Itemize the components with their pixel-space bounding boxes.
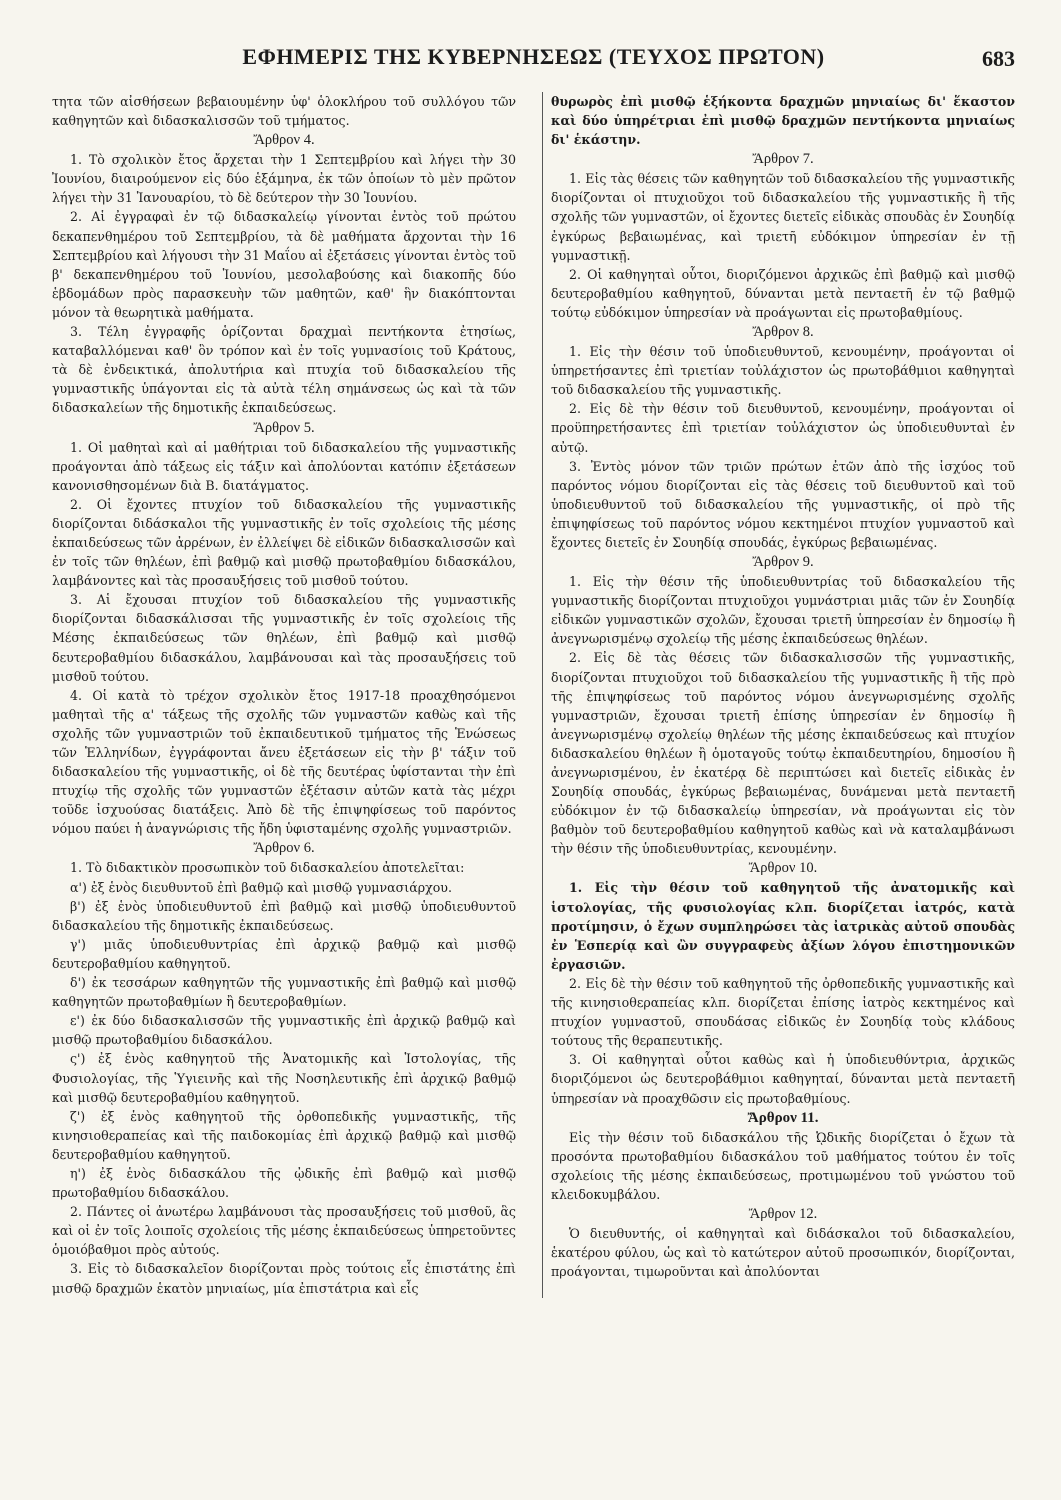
left-column bbox=[52, 92, 522, 1298]
paragraph: 2. Εἰς δὲ τὴν θέσιν τοῦ καθηγητοῦ τῆς ὀρθοπεδικῆς γυμναστικῆς καὶ τῆς κινησιοθεραπείας κλπ. διορίζεται ἐπίσης ἰατρὸς κεκτημένος καὶ πτυχίον γυμναστοῦ, σπουδάσας εἰδικῶς ἐν Σουηδίᾳ τοὺς κλάδους τούτους τῆς θεραπευτικῆς. bbox=[551, 975, 1015, 1049]
paragraph: 2. Πάντες οἱ ἀνωτέρω λαμβάνουσι τὰς προσαυξήσεις τοῦ μισθοῦ, ἃς καὶ οἱ ἐν τοῖς λοιποῖς σχολείοις τῆς μέσης ἐκπαιδεύσεως ὑπηρετοῦντες ὁμοιόβαθμοι πρὸς αὐτούς. bbox=[52, 1204, 516, 1258]
paragraph: 2. Εἰς δὲ τὰς θέσεις τῶν διδασκαλισσῶν τῆς γυμναστικῆς, διορίζονται πτυχιοῦχοι τοῦ διδασκαλείου τῆς γυμναστικῆς ἢ τῆς πρὸ τῆς ἐπιψηφίσεως τοῦ παρόντος νόμου ἀνεγνωρισμένης σχολῆς γυμναστριῶν, ἔχουσαι τριετῆ ἐπίσης ὑπηρεσίαν ἐν δημοσίῳ ἢ ἀνεγνωρισμένῳ σχολείῳ θηλέων τῆς μέσης ἐκπαιδεύσεως καὶ πτυχίον διδασκαλείου θηλέων ἢ ὁμοταγοῦς τούτῳ ἐκπαιδευτηρίου, δημοσίου ἢ ἀνεγνωρισμένου, ἐν ἑκατέρᾳ δὲ περιπτώσει καὶ διετεῖς εἰδικὰς ἐν Σουηδίᾳ σπουδάς, ἐγκύρως βεβαιωμένας, δυνάμεναι μετὰ πενταετῆ εὐδόκιμον ἐν τῷ διδασκαλείῳ ὑπηρεσίαν, νὰ προάγωνται εἰς τὸν βαθμὸν τοῦ δευτεροβαθμίου καθηγητοῦ καθὼς καὶ νὰ καταλαμβάνωσι τὴν θέσιν τῆς ὑποδιευθυντρίας, κενουμένην. bbox=[551, 650, 1015, 857]
paragraph: 1. Τὸ σχολικὸν ἔτος ἄρχεται τὴν 1 Σεπτεμβρίου καὶ λήγει τὴν 30 Ἰουνίου, διαιρούμενον εἰς δύο ἑξάμηνα, ἐκ τῶν ὁποίων τὸ μὲν πρῶτον λήγει τὴν 31 Ἰανουαρίου, τὸ δὲ δεύτερον τὴν 30 Ἰουνίου. bbox=[52, 152, 516, 206]
paragraph: τητα τῶν αἰσθήσεων βεβαιουμένην ὑφ' ὁλοκλήρου τοῦ συλλόγου τῶν καθηγητῶν καὶ διδασκαλισσῶν τοῦ τμήματος. bbox=[52, 94, 516, 129]
article-heading: Ἄρθρον 10. bbox=[748, 860, 818, 877]
list-item: β') ἐξ ἑνὸς ὑποδιευθυντοῦ ἐπὶ βαθμῷ καὶ μισθῷ ὑποδιευθυντοῦ διδασκαλείου τῆς δημοτικῆς ἐκπαιδεύσεως. bbox=[52, 898, 516, 933]
article-heading: Ἄρθρον 6. bbox=[253, 840, 315, 857]
paragraph: 1. Εἰς τὴν θέσιν τῆς ὑποδιευθυντρίας τοῦ διδασκαλείου τῆς γυμναστικῆς διορίζονται πτυχιοῦχοι γυμνάστριαι μιᾶς τῶν ἐν Σουηδίᾳ εἰδικῶν γυμναστικῶν σχολῶν, ἔχουσαι τριετῆ ὑπηρεσίαν ἐν δημοσίῳ ἢ ἀνεγνωρισμένῳ σχολείῳ τῆς μέσης ἐκπαιδεύσεως θηλέων. bbox=[551, 574, 1015, 647]
paragraph: 4. Οἱ κατὰ τὸ τρέχον σχολικὸν ἔτος 1917-18 προαχθησόμενοι μαθηταὶ τῆς α' τάξεως τῆς σχολῆς τῶν γυμναστῶν καθὼς καὶ τῆς σχολῆς τῶν γυμναστριῶν τοῦ ἐκπαιδευτικοῦ τμήματος τῆς Ἑνώσεως τῶν Ἑλληνίδων, ἐγγράφονται ἄνευ ἐξετάσεων εἰς τὴν β' τάξιν τοῦ διδασκαλείου τῆς γυμναστικῆς, οἱ δὲ τῆς δευτέρας ὑφίστανται τὴν ἐπὶ πτυχίῳ τῆς σχολῆς τῶν γυμναστῶν ἐξέτασιν αὐτῶν κατὰ τὰς μέχρι τοῦδε ἰσχυούσας διατάξεις. Ἀπὸ δὲ τῆς ἐπιψηφίσεως τοῦ παρόντος νόμου παύει ἡ ἀναγνώρισις τῆς ἤδη ὑφισταμένης σχολῆς γυμναστριῶν. bbox=[52, 687, 516, 837]
paragraph: 2. Αἱ ἐγγραφαὶ ἐν τῷ διδασκαλείῳ γίνονται ἐντὸς τοῦ πρώτου δεκαπενθημέρου τοῦ Σεπτεμβρίου, τὰ δὲ μαθήματα ἄρχονται τὴν 16 Σεπτεμβρίου καὶ λήγουσι τὴν 31 Μαΐου αἱ ἐξετάσεις γίνονται ἐντὸς τοῦ β' δεκαπενθημέρου τοῦ Ἰουνίου, μεσολαβούσης καὶ διακοπῆς δύο ἑβδομάδων πρὸς παρασκευὴν τῶν μαθητῶν, καθ' ἣν διακόπτονται μόνον τὰ θεωρητικὰ μαθήματα. bbox=[52, 209, 516, 320]
paragraph: 3. Οἱ καθηγηταὶ οὗτοι καθὼς καὶ ἡ ὑποδιευθύντρια, ἀρχικῶς διοριζόμενοι ὡς δευτεροβάθμιοι καθηγηταί, δύνανται μετὰ πενταετῆ ὑπηρεσίαν νὰ προαχθῶσιν εἰς πρωτοβαθμίους. bbox=[551, 1052, 1015, 1106]
page-header bbox=[52, 40, 1015, 80]
article-heading: Ἄρθρον 9. bbox=[752, 554, 814, 571]
article-heading: Ἄρθρον 5. bbox=[253, 419, 315, 436]
paragraph: Ὁ διευθυντής, οἱ καθηγηταὶ καὶ διδάσκαλοι τοῦ διδασκαλείου, ἑκατέρου φύλου, ὡς καὶ τὸ κατώτερον αὐτοῦ προσωπικόν, διορίζονται, προάγονται, τιμωροῦνται καὶ ἀπολύονται bbox=[551, 1225, 1015, 1280]
paragraph: 1. Εἰς τὴν θέσιν τοῦ ὑποδιευθυντοῦ, κενουμένην, προάγονται οἱ ὑπηρετήσαντες ἐπὶ τριετίαν τοὐλάχιστον ὡς πρωτοβάθμιοι καθηγηταὶ τοῦ διδασκαλείου τῆς γυμναστικῆς. bbox=[551, 344, 1015, 398]
paragraph: 1. Οἱ μαθηταὶ καὶ αἱ μαθήτριαι τοῦ διδασκαλείου τῆς γυμναστικῆς προάγονται ἀπὸ τάξεως εἰς τάξιν καὶ ἀπολύονται κατόπιν ἐξετάσεων κανονισθησομένων διὰ Β. διατάγματος. bbox=[52, 439, 516, 493]
paragraph: θυρωρὸς ἐπὶ μισθῷ ἑξήκοντα δραχμῶν μηνιαίως δι' ἕκαστον καὶ δύο ὑπηρέτριαι ἐπὶ μισθῷ δραχμῶν πεντήκοντα μηνιαίως δι' ἑκάστην. bbox=[551, 94, 1015, 148]
article-heading: Ἄρθρον 12. bbox=[748, 1205, 818, 1222]
list-item: ε') ἐκ δύο διδασκαλισσῶν τῆς γυμναστικῆς ἐπὶ ἀρχικῷ βαθμῷ καὶ μισθῷ πρωτοβαθμίου διδασκάλου. bbox=[52, 1013, 516, 1048]
article-heading: Ἄρθρον 7. bbox=[752, 151, 814, 168]
article-heading: Ἄρθρον 11. bbox=[747, 1109, 819, 1126]
paragraph: 2. Οἱ καθηγηταὶ οὗτοι, διοριζόμενοι ἀρχικῶς ἐπὶ βαθμῷ καὶ μισθῷ δευτεροβαθμίου καθηγητοῦ, δύνανται μετὰ πενταετῆ ἐν τῷ βαθμῷ τούτῳ εὐδόκιμον ὑπηρεσίαν νὰ προάγωνται εἰς πρωτοβαθμίους. bbox=[551, 266, 1015, 320]
article-heading: Ἄρθρον 4. bbox=[253, 132, 315, 149]
paragraph: 1. Τὸ διδακτικὸν προσωπικὸν τοῦ διδασκαλείου ἀποτελεῖται: bbox=[70, 860, 465, 876]
paragraph: Εἰς τὴν θέσιν τοῦ διδασκάλου τῆς ᾨδικῆς διορίζεται ὁ ἔχων τὰ προσόντα πρωτοβαθμίου διδασκάλου τοῦ μαθήματος τούτου ἐν τοῖς σχολείοις τῆς μέσης ἐκπαιδεύσεως, προτιμωμένου τοῦ γνώστου τοῦ κλειδοκυμβάλου. bbox=[551, 1129, 1015, 1202]
paragraph: 2. Εἰς δὲ τὴν θέσιν τοῦ διευθυντοῦ, κενουμένην, προάγονται οἱ προϋπηρετήσαντες ἐπὶ τριετίαν τοὐλάχιστον ὡς ὑποδιευθυνταὶ ἐν αὐτῷ. bbox=[551, 401, 1015, 455]
paragraph: 2. Οἱ ἔχοντες πτυχίον τοῦ διδασκαλείου τῆς γυμναστικῆς διορίζονται διδάσκαλοι τῆς γυμναστικῆς ἐν τοῖς σχολείοις τῆς μέσης ἐκπαιδεύσεως τῶν ἀρρένων, ἐν ἐλλείψει δὲ εἰδικῶν διδασκαλισσῶν καὶ ἐν τοῖς τῶν θηλέων, ἐπὶ βαθμῷ καὶ μισθῷ πρωτοβαθμίου διδασκάλου, λαμβάνοντες καὶ τὰς προσαυξήσεις τοῦ μισθοῦ τούτου. bbox=[52, 496, 516, 589]
page-number: 683 bbox=[982, 46, 1015, 71]
list-item: ς') ἐξ ἑνὸς καθηγητοῦ τῆς Ἀνατομικῆς καὶ Ἱστολογίας, τῆς Φυσιολογίας, τῆς Ὑγιεινῆς καὶ τῆς Νοσηλευτικῆς ἐπὶ ἀρχικῷ βαθμῷ καὶ μισθῷ δευτεροβαθμίου καθηγητοῦ. bbox=[52, 1051, 516, 1105]
right-column bbox=[542, 92, 1015, 1298]
list-item: ζ') ἐξ ἑνὸς καθηγητοῦ τῆς ὀρθοπεδικῆς γυμναστικῆς, τῆς κινησιοθεραπείας καὶ τῆς παιδοκομίας ἐπὶ ἀρχικῷ βαθμῷ καὶ μισθῷ δευτεροβαθμίου καθηγητοῦ. bbox=[52, 1108, 516, 1162]
article-heading: Ἄρθρον 8. bbox=[752, 324, 814, 341]
list-item: γ') μιᾶς ὑποδιευθυντρίας ἐπὶ ἀρχικῷ βαθμῷ καὶ μισθῷ δευτεροβαθμίου καθηγητοῦ. bbox=[52, 936, 516, 971]
list-item: η') ἐξ ἑνὸς διδασκάλου τῆς ᾠδικῆς ἐπὶ βαθμῷ καὶ μισθῷ πρωτοβαθμίου διδασκάλου. bbox=[52, 1165, 516, 1201]
list-item: α') ἐξ ἑνὸς διευθυντοῦ ἐπὶ βαθμῷ καὶ μισθῷ γυμνασιάρχου. bbox=[70, 879, 452, 895]
list-item: δ') ἐκ τεσσάρων καθηγητῶν τῆς γυμναστικῆς ἐπὶ βαθμῷ καὶ μισθῷ καθηγητῶν πρωτοβαθμίων ἢ δευτεροβαθμίων. bbox=[52, 975, 516, 1010]
paragraph: 3. Αἱ ἔχουσαι πτυχίον τοῦ διδασκαλείου τῆς γυμναστικῆς διορίζονται διδασκάλισσαι τῆς γυμναστικῆς ἐν τοῖς σχολείοις τῆς Μέσης ἐκπαιδεύσεως τῶν θηλέων, ἐπὶ βαθμῷ καὶ μισθῷ δευτεροβαθμίου διδασκάλου, λαμβάνουσαι καὶ τὰς προσαυξήσεις τοῦ μισθοῦ τούτου. bbox=[52, 592, 516, 684]
paragraph: 3. Ἐντὸς μόνον τῶν τριῶν πρώτων ἐτῶν ἀπὸ τῆς ἰσχύος τοῦ παρόντος νόμου διορίζονται εἰς τὰς θέσεις τοῦ διευθυντοῦ καὶ τοῦ ὑποδιευθυντοῦ τοῦ διδασκαλείου τῆς γυμναστικῆς, οἱ πρὸ τῆς ἐπιψηφίσεως τοῦ παρόντος νόμου κεκτημένοι πτυχίον γυμναστοῦ καὶ ἔχοντες διετεῖς ἐν Σουηδίᾳ σπουδάς, ἐγκύρως βεβαιωμένας. bbox=[551, 458, 1015, 550]
page-title: ΕΦΗΜΕΡΙΣ ΤΗΣ ΚΥΒΕΡΝΗΣΕΩΣ (ΤΕΥΧΟΣ ΠΡΩΤΟΝ) bbox=[242, 44, 825, 69]
text-columns bbox=[52, 92, 1015, 1298]
paragraph: 3. Εἰς τὸ διδασκαλεῖον διορίζονται πρὸς τούτοις εἷς ἐπιστάτης ἐπὶ μισθῷ δραχμῶν ἑκατὸν μηνιαίως, μία ἐπιστάτρια καὶ εἷς bbox=[52, 1261, 516, 1296]
paragraph: 3. Τέλη ἐγγραφῆς ὁρίζονται δραχμαὶ πεντήκοντα ἐτησίως, καταβαλλόμεναι καθ' ὃν τρόπον καὶ ἐν τοῖς γυμνασίοις τοῦ Κράτους, τὰ δὲ ἐνδεικτικά, ἀπολυτήρια καὶ πτυχία τοῦ διδασκαλείου τῆς γυμναστικῆς ὑπάγονται εἰς τὰ αὐτὰ τέλη σημάνσεως ὡς καὶ τὰ τῶν διδασκαλείων τῆς δημοτικῆς ἐκπαιδεύσεως. bbox=[52, 324, 516, 416]
paragraph: 1. Εἰς τὴν θέσιν τοῦ καθηγητοῦ τῆς ἀνατομικῆς καὶ ἱστολογίας, τῆς φυσιολογίας κλπ. διορίζεται ἰατρός, κατὰ προτίμησιν, ὁ ἔχων συμπληρώσει τὰς ἰατρικὰς αὐτοῦ σπουδὰς ἐν Ἑσπερίᾳ καὶ ὢν συγγραφεὺς ἀξίων λόγου ἐπιστημονικῶν ἐργασιῶν. bbox=[551, 880, 1015, 972]
paragraph: 1. Εἰς τὰς θέσεις τῶν καθηγητῶν τοῦ διδασκαλείου τῆς γυμναστικῆς διορίζονται οἱ πτυχιοῦχοι τοῦ διδασκαλείου τῆς γυμναστικῆς ἢ τῆς σχολῆς τῶν γυμναστῶν, οἱ ἔχοντες διετεῖς εἰδικὰς σπουδὰς ἐν Σουηδίᾳ ἐγκύρως βεβαιωμένας, καὶ τριετῆ εὐδόκιμον ὑπηρεσίαν ἐν τῇ γυμναστικῇ. bbox=[551, 171, 1015, 263]
